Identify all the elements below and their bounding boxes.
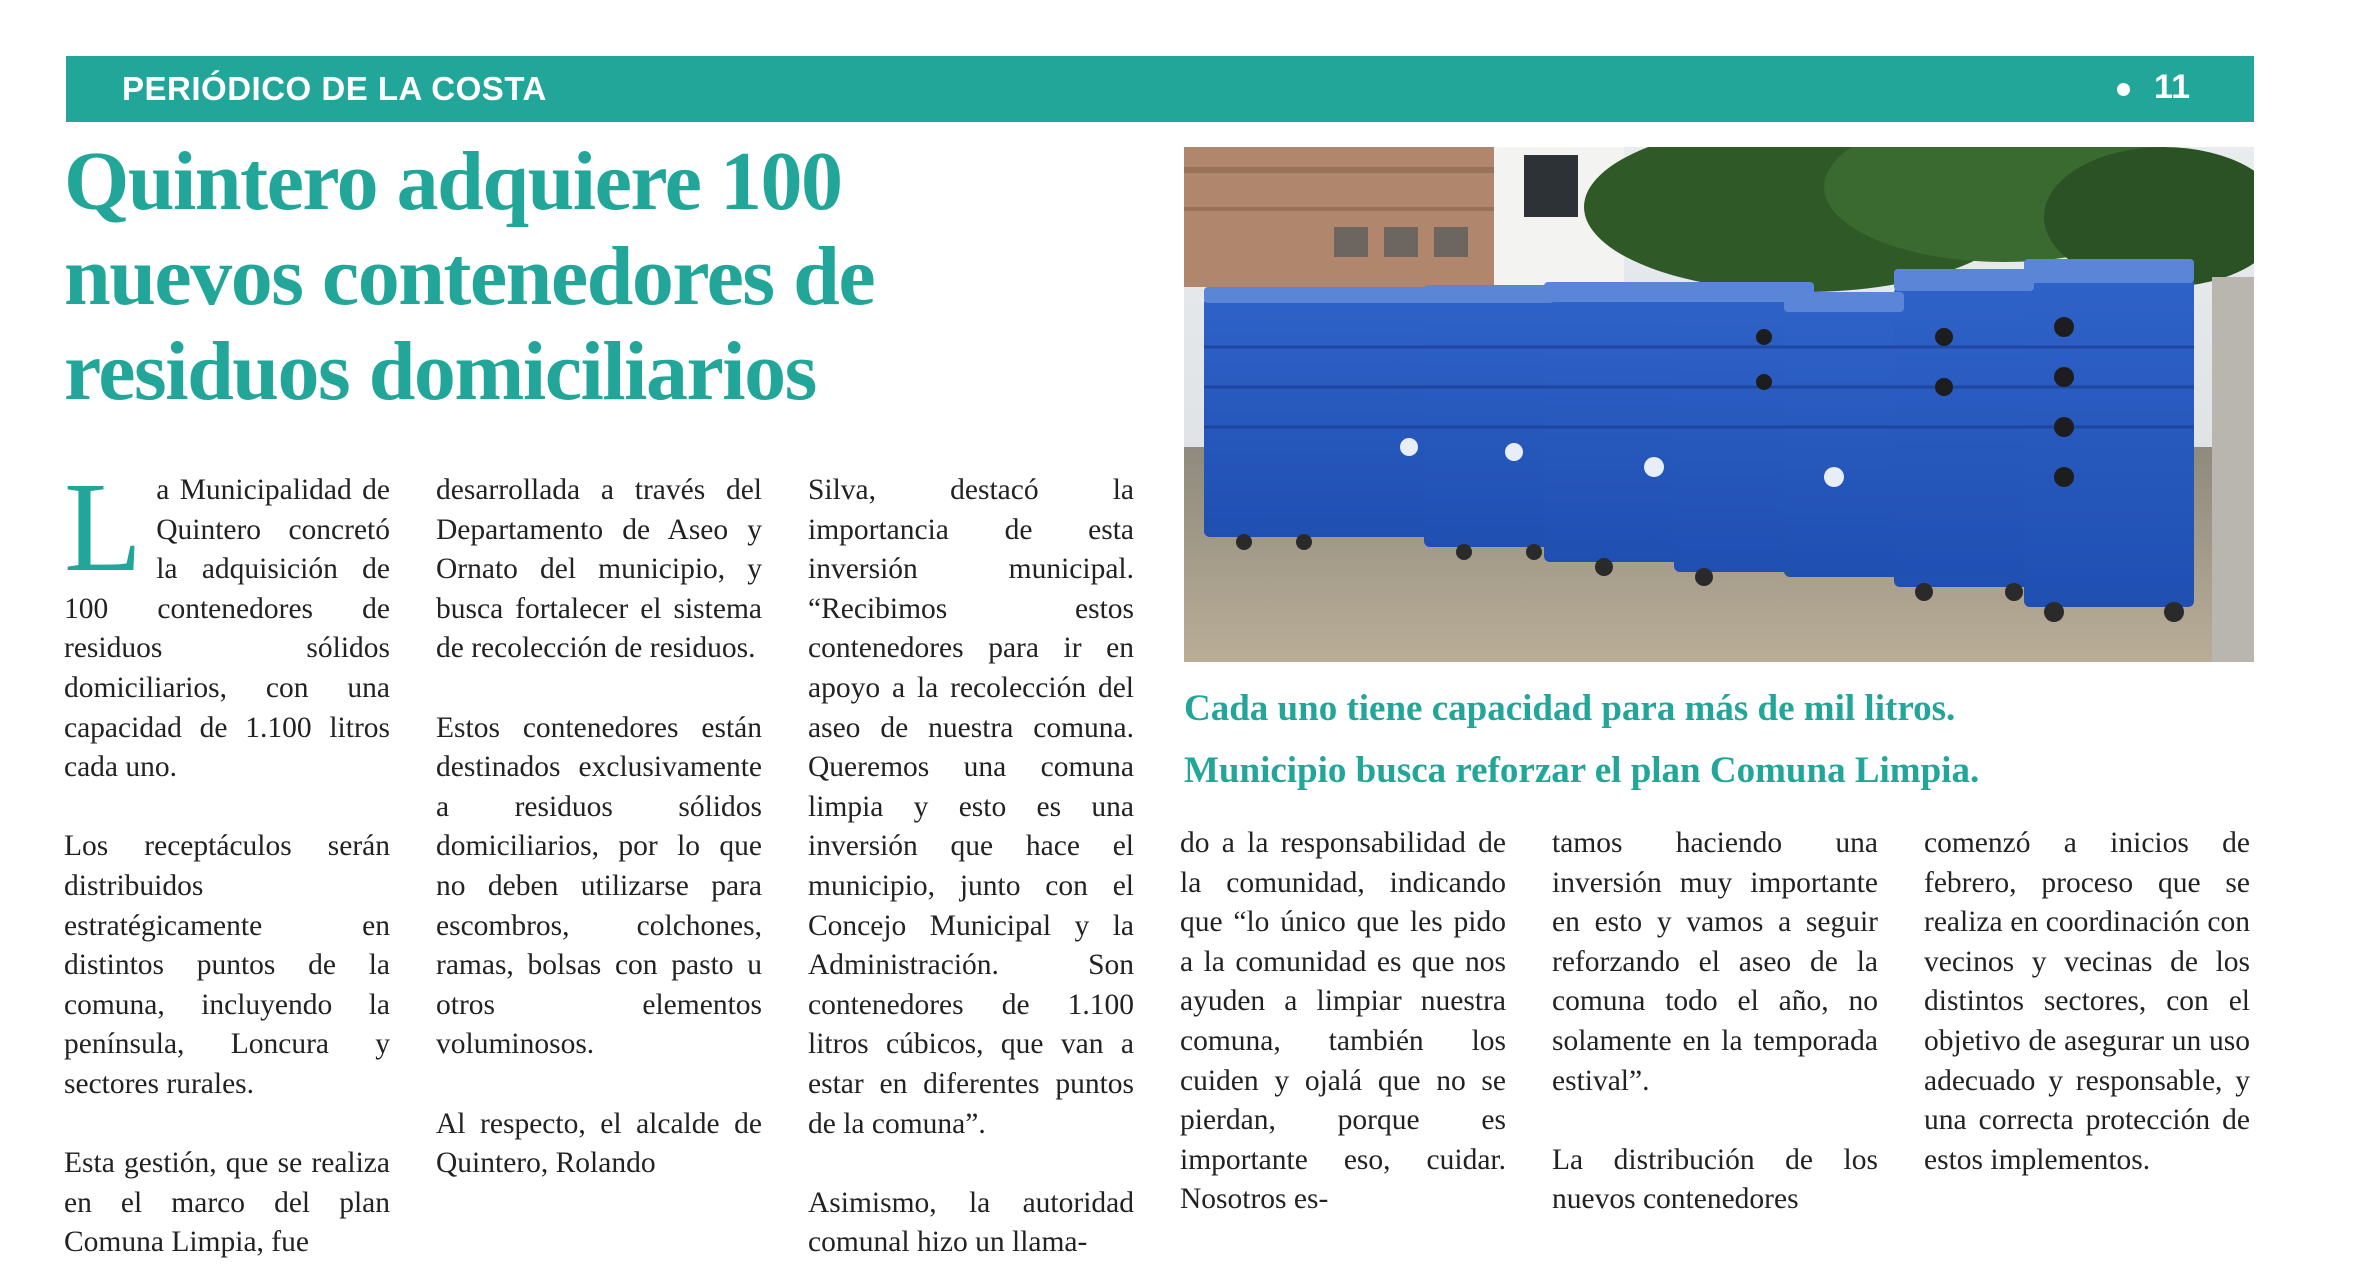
caption-line: Cada uno tiene capacidad para más de mil litros. xyxy=(1184,688,1956,729)
headline-line: residuos domiciliarios xyxy=(64,325,816,418)
paragraph: Los receptáculos serán distribuidos estratégicamente en distintos puntos de la comuna, incluyendo la península, Loncura y sectores rurales. xyxy=(64,830,390,1100)
paragraph: Al respecto, el alcalde de Quintero, Rolando xyxy=(436,1107,762,1180)
paragraph: comenzó a inicios de febrero, proceso que se realiza en coordinación con vecinos y vecinas de los distintos sectores, con el objetivo de asegurar un uso adecuado y responsable, y una correcta protección de estos implementos. xyxy=(1924,827,2250,1176)
newspaper-header-bar xyxy=(66,56,2254,122)
headline-line: Quintero adquiere 100 xyxy=(64,135,842,228)
containers-photo xyxy=(1184,147,2254,662)
article-column-6 xyxy=(1924,824,2250,1180)
page-number: 11 xyxy=(2154,68,2190,106)
article-column-5 xyxy=(1552,824,1878,1220)
article-column-4 xyxy=(1180,824,1506,1220)
paragraph: Silva, destacó la importancia de esta inversión municipal. “Recibimos estos contenedores para ir en apoyo a la recolección del aseo de nuestra comuna. Queremos una comuna limpia y esto es una inversión que hace el municipio, junto con el Concejo Municipal y la Administración. Son contenedores de 1.100 litros cúbicos, que van a estar en diferentes puntos de la comuna”. xyxy=(808,474,1134,1140)
headline-line: nuevos contenedores de xyxy=(64,230,875,323)
paragraph: Estos contenedores están destinados exclusivamente a residuos sólidos domiciliarios, por lo que no deben utilizarse para escombros, colchones, ramas, bolsas con pasto u otros elementos voluminosos. xyxy=(436,711,762,1061)
paragraph: tamos haciendo una inversión muy importante en esto y vamos a seguir reforzando el aseo de la comuna todo el año, no solamente en la temporada estival”. xyxy=(1552,827,1878,1097)
newspaper-name: PERIÓDICO DE LA COSTA xyxy=(122,70,547,107)
paragraph: desarrollada a través del Departamento de Aseo y Ornato del municipio, y busca fortalecer el sistema de recolección de residuos. xyxy=(436,474,762,665)
paragraph: Asimismo, la autoridad comunal hizo un llama- xyxy=(808,1186,1134,1259)
bullet-icon xyxy=(2117,83,2130,96)
article-headline xyxy=(64,134,1174,419)
paragraph: Esta gestión, que se realiza en el marco del plan Comuna Limpia, fue xyxy=(64,1147,390,1259)
article-column-3 xyxy=(808,471,1134,1263)
drop-cap: L xyxy=(64,456,143,598)
article-column-1 xyxy=(64,456,390,1263)
paragraph: La distribución de los nuevos contenedores xyxy=(1552,1143,1878,1216)
paragraph xyxy=(64,456,390,788)
photo-caption xyxy=(1184,678,2254,802)
paragraph-text: a Municipalidad de Quintero concretó la adquisición de 100 contenedores de residuos sólidos domiciliarios, con una capacidad de 1.100 litros cada uno. xyxy=(64,474,390,784)
article-column-2 xyxy=(436,471,762,1184)
paragraph: do a la responsabilidad de la comunidad, indicando que “lo único que les pido a la comunidad es que nos ayuden a limpiar nuestra comuna, también los cuiden y ojalá que no se pierdan, porque es importante eso, cuidar. Nosotros es- xyxy=(1180,827,1506,1216)
caption-line: Municipio busca reforzar el plan Comuna Limpia. xyxy=(1184,750,1980,791)
